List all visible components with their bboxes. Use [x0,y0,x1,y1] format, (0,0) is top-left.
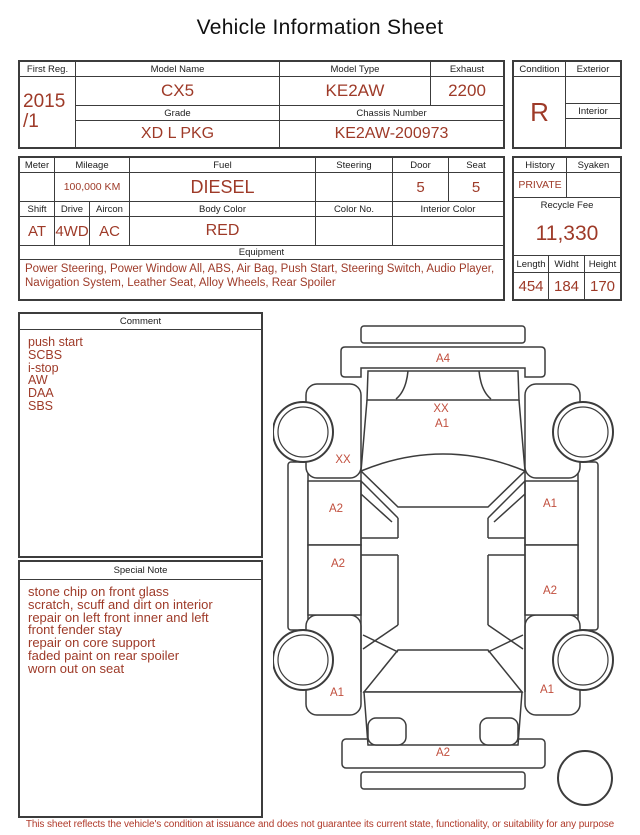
width-value: 184 [549,273,585,299]
chassis-number-value: KE2AW-200973 [334,125,449,142]
right-c-pillar [488,625,523,652]
steering-value [316,173,393,202]
interior-color-header: Interior Color [393,202,503,217]
right-front-door [525,481,578,545]
height-header: Height [585,256,620,273]
first-reg-month: /1 [23,111,39,132]
spare-tire-icon [558,751,612,805]
damage-grade-label: A2 [542,585,558,597]
disclaimer-text: This sheet reflects the vehicle's condition at issuance and does not guarantee its current state, functionality, or suitability for any purpose [25,819,615,830]
interior-header: Interior [566,104,620,119]
windshield [361,454,525,507]
damage-grade-label: A2 [330,558,346,570]
grade-header: Grade [76,106,280,121]
damage-grade-label: A1 [539,684,555,696]
interior-color-value [393,217,503,246]
condition-value: R [514,77,566,147]
damage-grade-label: XX [433,403,449,415]
special-note-header: Special Note [20,562,261,580]
left-door-split [361,538,398,555]
damage-grade-label: A2 [435,747,451,759]
comment-text [20,330,261,554]
left-c-pillar [363,625,398,652]
model-name-value: CX5 [76,77,280,106]
color-no-header: Color No. [316,202,393,217]
door-header: Door [393,158,449,173]
height-value: 170 [589,277,616,295]
rear-window [364,650,522,692]
comment-line: SCBS [28,347,63,362]
special-note-line: repair on core support [28,635,156,651]
special-note-line: faded paint on rear spoiler [28,647,180,663]
steering-header: Steering [316,158,393,173]
comment-line: DAA [28,386,54,401]
right-rear-door [525,545,578,615]
condition-header: Condition [514,62,566,77]
special-note-line: stone chip on front glass [28,584,169,599]
syaken-header: Syaken [567,158,620,173]
interior-value [566,119,620,147]
front-top-strip [361,326,525,343]
width-header: Widht [549,256,585,273]
left-rear-lamp [368,718,406,745]
page-title: Vehicle Information Sheet [196,16,444,39]
grade-value: XD L PKG [76,121,280,147]
body-color-header: Body Color [130,202,316,217]
seat-value: 5 [449,173,503,202]
right-rear-lamp [480,718,518,745]
right-rocker-panel [578,462,598,630]
first-reg-header: First Reg. [20,62,76,77]
first-reg-value [20,77,76,147]
body-color-value: RED [130,217,316,246]
drive-header: Drive [55,202,90,217]
recycle-fee-header: Recycle Fee [540,200,594,211]
special-note-line: repair on left front inner and left [28,609,209,625]
aircon-value: AC [90,217,130,246]
special-note-line: worn out on seat [28,660,125,676]
comment-header: Comment [20,314,261,330]
equipment-text: Power Steering, Power Window All, ABS, Air Bag, Push Start, Steering Switch, Audio Player, Navigation System, Leather Seat, Alloy Wheels, Rear Spoiler [25,263,495,289]
comment-line: AW [28,373,48,388]
exhaust-header: Exhaust [431,62,503,77]
meter-header: Meter [20,158,55,173]
comment-line: SBS [28,398,54,413]
door-value: 5 [393,173,449,202]
special-note-line: front fender stay [28,622,122,638]
length-header: Length [514,256,549,273]
damage-grade-label: XX [335,454,351,466]
damage-grade-label: A4 [435,353,451,365]
mileage-header: Mileage [55,158,130,173]
history-header: History [514,158,567,173]
hood [367,371,519,400]
shift-header: Shift [20,202,55,217]
mileage-value: 100,000 KM [55,173,130,202]
left-rear-door [308,545,361,615]
damage-grade-label: A2 [328,503,344,515]
left-rocker-panel [288,462,308,630]
meter-value [20,173,55,202]
exhaust-value: 2200 [431,77,503,106]
special-note-text [20,580,261,814]
vehicle-damage-diagram [273,315,640,815]
first-reg-year: 2015 [23,91,66,112]
rear-bottom-strip [361,772,525,789]
syaken-value [567,173,620,198]
damage-grade-label: A1 [329,687,345,699]
left-front-wheel-inner [278,407,328,457]
exterior-value [566,77,620,104]
left-rear-wheel-inner [278,635,328,685]
history-value: PRIVATE [514,173,567,198]
drive-value: 4WD [55,217,90,246]
right-door-split [488,538,525,555]
damage-grade-label: A1 [434,418,450,430]
model-name-header: Model Name [76,62,280,77]
car-body-outline [273,326,613,805]
comment-line: push start [28,335,83,349]
chassis-number-header: Chassis Number [280,106,503,121]
right-rear-wheel-inner [558,635,608,685]
fuel-header: Fuel [130,158,316,173]
color-no-value [316,217,393,246]
right-front-wheel-inner [558,407,608,457]
seat-header: Seat [449,158,503,173]
model-type-value: KE2AW [280,77,431,106]
shift-value: AT [20,217,55,246]
comment-line: i-stop [28,360,59,375]
fuel-value: DIESEL [130,173,316,202]
recycle-fee-value: 11,330 [514,213,620,256]
aircon-header: Aircon [90,202,130,217]
equipment-header: Equipment [20,246,503,260]
special-note-line: scratch, scuff and dirt on interior [28,596,213,612]
model-type-header: Model Type [280,62,431,77]
exterior-header: Exterior [566,62,620,77]
length-value: 454 [514,273,549,299]
damage-grade-label: A1 [542,498,558,510]
